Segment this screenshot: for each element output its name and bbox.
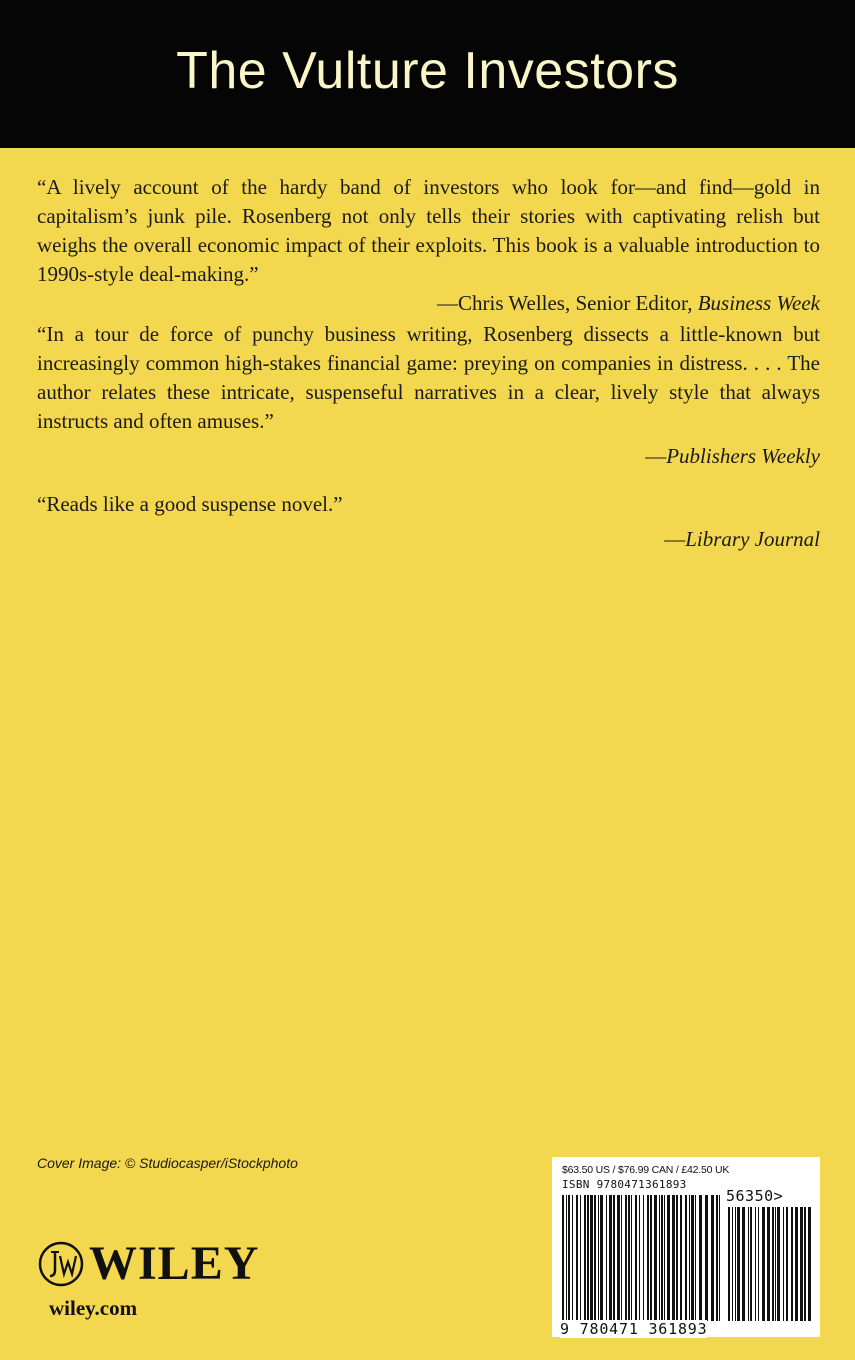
barcode-bar	[572, 1195, 573, 1321]
barcode-bar	[562, 1195, 564, 1321]
barcode-bar	[680, 1195, 682, 1321]
barcode-bar	[566, 1195, 567, 1321]
barcode-bar	[590, 1195, 593, 1321]
barcode-bar	[804, 1207, 806, 1321]
barcode-bar	[755, 1207, 756, 1321]
barcode-bar	[748, 1207, 749, 1321]
barcode-bar	[661, 1195, 663, 1321]
review-quote-1	[37, 173, 820, 318]
barcode-bar	[664, 1195, 665, 1321]
barcode-bar	[719, 1195, 720, 1321]
addon-code: 56350>	[726, 1187, 784, 1205]
barcode-bar	[609, 1195, 612, 1321]
review-quote-3	[37, 490, 820, 554]
quote-attribution	[37, 525, 820, 554]
wiley-jw-emblem-icon	[37, 1240, 85, 1288]
barcode-bar	[647, 1195, 649, 1321]
barcode-bar	[580, 1195, 581, 1321]
barcode-bar	[598, 1195, 599, 1321]
barcode-bar	[762, 1207, 765, 1321]
barcode-bar	[659, 1195, 660, 1321]
barcode-bar	[735, 1207, 736, 1321]
barcode-bar	[783, 1207, 784, 1321]
barcode-bar	[654, 1195, 657, 1321]
quote-text: “Reads like a good suspense novel.”	[37, 492, 343, 516]
barcode-bar	[650, 1195, 652, 1321]
barcode-bar	[775, 1207, 776, 1321]
publisher-website: wiley.com	[49, 1296, 138, 1320]
barcode-bar	[791, 1207, 793, 1321]
barcode-bar	[667, 1195, 670, 1321]
barcode-bar	[594, 1195, 596, 1321]
barcode-bar	[613, 1195, 615, 1321]
barcode-bar	[587, 1195, 589, 1321]
book-title: The Vulture Investors	[176, 42, 679, 100]
attribution-publication: Library Journal	[685, 527, 820, 551]
barcode-bar	[786, 1207, 788, 1321]
attribution-source: —	[664, 527, 686, 551]
attribution-source: —Chris Welles, Senior Editor,	[436, 291, 698, 315]
barcode-bar	[742, 1207, 745, 1321]
barcode-bar	[576, 1195, 578, 1321]
quote-attribution	[37, 289, 820, 318]
barcode-bar	[705, 1195, 708, 1321]
quote-text: “In a tour de force of punchy business writing, Rosenberg dissects a little-known but increasingly common high-stakes financial game: preying on companies in distress. . . . The author relates these intricate, suspenseful narratives in a clear, lively style that always instructs and often amuses.”	[37, 322, 820, 433]
cover-image-credit: Cover Image: © Studiocasper/iStockphoto	[37, 1155, 298, 1171]
barcode-panel	[552, 1157, 820, 1337]
price-label: $63.50 US / $76.99 CAN / £42.50 UK	[562, 1164, 730, 1176]
barcode-bar	[643, 1195, 644, 1321]
barcode-bar	[635, 1195, 637, 1321]
barcode-bar	[808, 1207, 811, 1321]
barcode-bar	[676, 1195, 678, 1321]
barcode-bar	[732, 1207, 733, 1321]
barcode-bar	[772, 1207, 774, 1321]
barcode-bar	[777, 1207, 780, 1321]
barcode-bar	[728, 1207, 730, 1321]
barcode-bar	[800, 1207, 803, 1321]
barcode-bar	[628, 1195, 630, 1321]
attribution-publication: Business Week	[697, 291, 820, 315]
barcode-bar	[795, 1207, 798, 1321]
barcode-bar	[691, 1195, 694, 1321]
barcode-bar	[689, 1195, 690, 1321]
barcode-bar	[617, 1195, 620, 1321]
barcode-bar	[625, 1195, 627, 1321]
barcode-bar	[606, 1195, 607, 1321]
publisher-logo	[37, 1237, 260, 1290]
barcode-bar	[685, 1195, 687, 1321]
addon-barcode	[726, 1207, 814, 1321]
barcode-bar	[631, 1195, 632, 1321]
barcode-bar	[699, 1195, 702, 1321]
barcode-bar	[711, 1195, 714, 1321]
barcode-bar	[695, 1195, 696, 1321]
publisher-name: WILEY	[89, 1237, 260, 1290]
barcode-bar	[639, 1195, 640, 1321]
barcode-bar	[758, 1207, 759, 1321]
quote-attribution	[37, 442, 820, 471]
title-banner	[0, 0, 855, 148]
barcode-bar	[737, 1207, 740, 1321]
attribution-source: —	[645, 444, 667, 468]
review-quote-2	[37, 320, 820, 471]
barcode-bar	[600, 1195, 603, 1321]
attribution-publication: Publishers Weekly	[666, 444, 820, 468]
barcode-bar	[568, 1195, 570, 1321]
barcode-bar	[672, 1195, 675, 1321]
barcode-bar	[767, 1207, 770, 1321]
barcode-bar	[621, 1195, 622, 1321]
barcode-bar	[716, 1195, 718, 1321]
quote-text: “A lively account of the hardy band of investors who look for—and find—gold in capitalism’s junk pile. Rosenberg not only tells their stories with captivating relish but weighs the overall economic impact of their exploits. This book is a valuable introduction to 1990s-style deal-making.”	[37, 175, 820, 286]
barcode-bar	[750, 1207, 752, 1321]
isbn-label: ISBN 9780471361893	[562, 1178, 687, 1191]
ean-barcode	[552, 1195, 724, 1321]
barcode-digits: 9 780471 361893	[560, 1320, 708, 1338]
barcode-bar	[584, 1195, 586, 1321]
